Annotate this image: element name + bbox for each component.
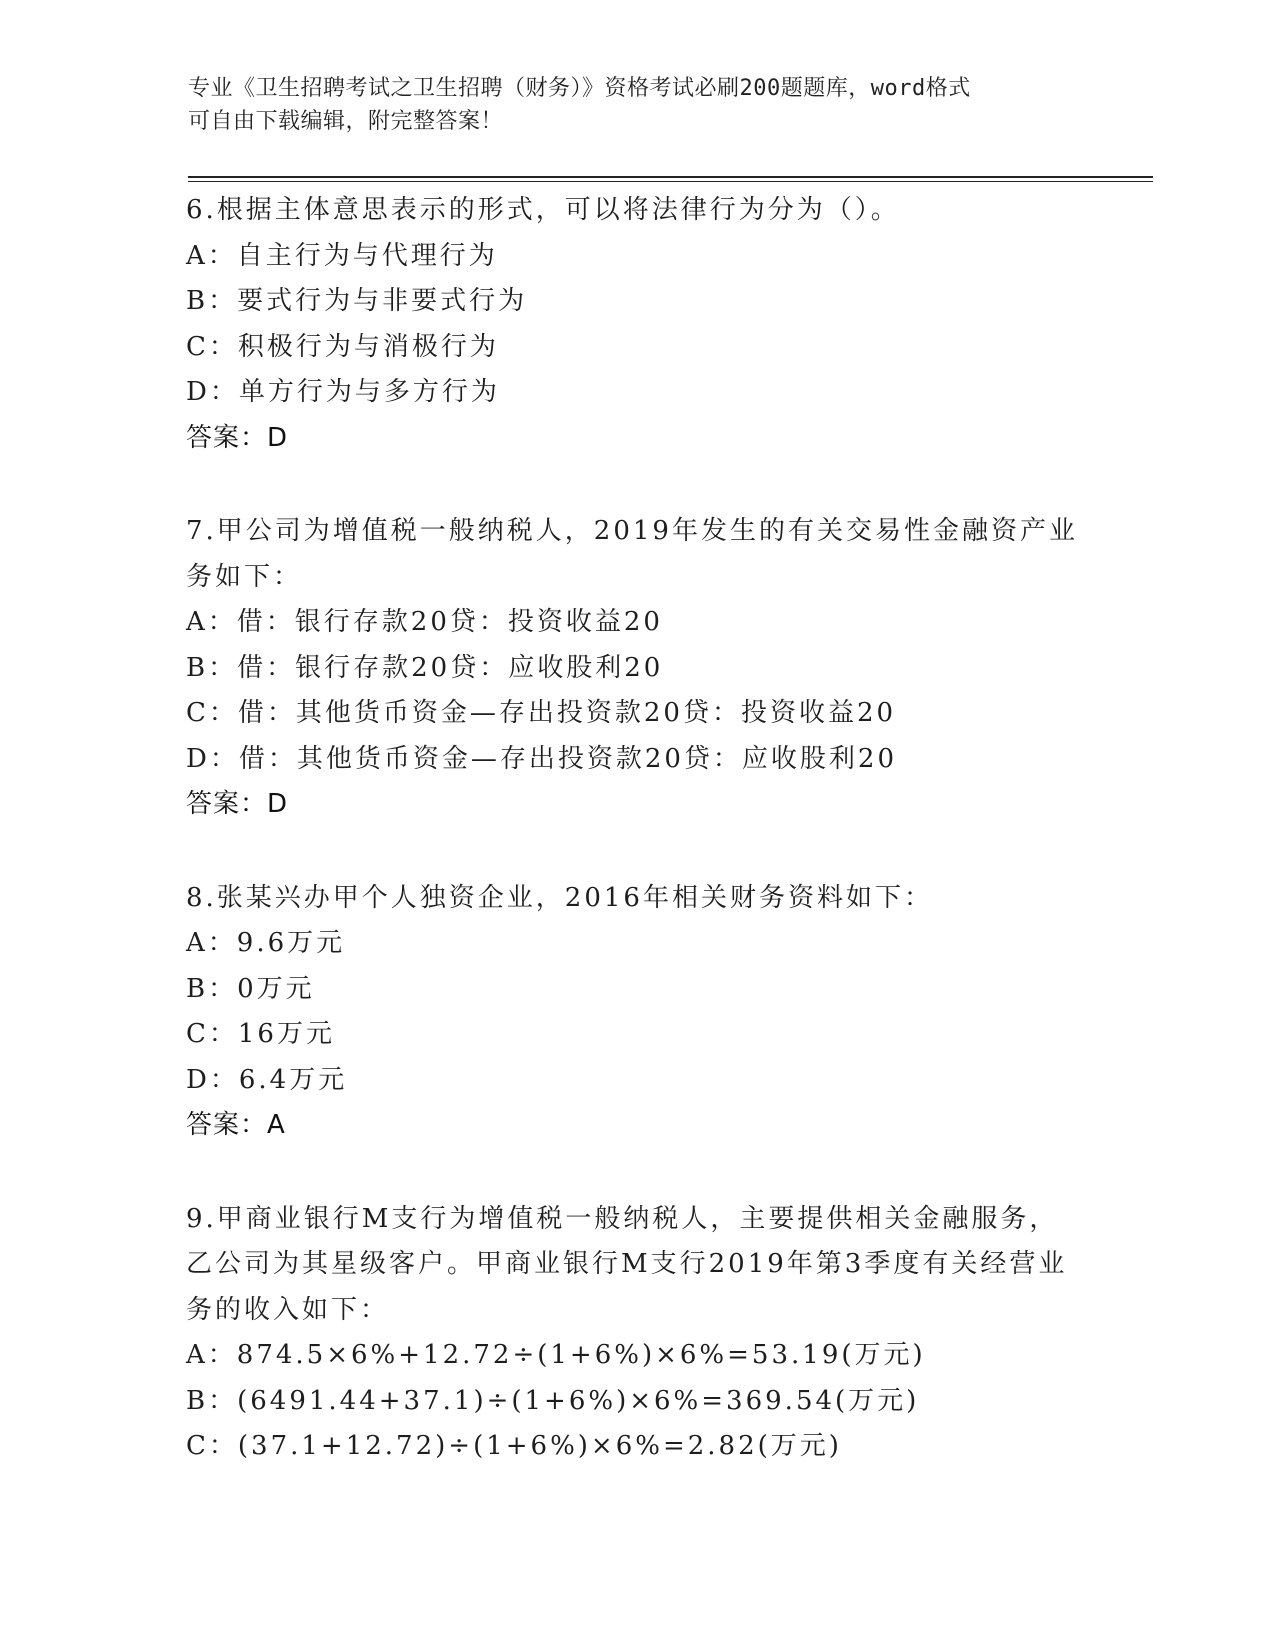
option-b: B：0万元	[186, 973, 315, 1004]
option-a: A：874.5×6%+12.72÷(1+6%)×6%=53.19(万元)	[186, 1340, 926, 1370]
question-stem-continued-2: 务的收入如下：	[186, 1294, 390, 1325]
question-9	[186, 1197, 1086, 1470]
question-stem: 6.根据主体意思表示的形式，可以将法律行为分为（）。	[186, 195, 900, 225]
option-b: B：借：银行存款20贷：应收股利20	[186, 652, 664, 683]
option-a: A：9.6万元	[186, 928, 346, 958]
answer-label: 答案：D	[186, 422, 289, 453]
question-stem: 8.张某兴办甲个人独资企业，2016年相关财务资料如下：	[186, 882, 933, 913]
question-stem-continued: 乙公司为其星级客户。甲商业银行M支行2019年第3季度有关经营业	[186, 1249, 1068, 1279]
question-stem: 7.甲公司为增值税一般纳税人，2019年发生的有关交易性金融资产业	[186, 516, 1078, 546]
question-stem: 9.甲商业银行M支行为增值税一般纳税人，主要提供相关金融服务，	[186, 1203, 1059, 1234]
answer-label: 答案：D	[186, 789, 289, 819]
question-6	[186, 188, 1086, 461]
header-line-2: 可自由下载编辑，附完整答案！	[188, 109, 504, 134]
option-c: C：借：其他货币资金—存出投资款20贷：投资收益20	[186, 698, 897, 728]
header-rule-thick	[188, 176, 1153, 178]
question-8	[186, 876, 1086, 1149]
answer-label: 答案：A	[186, 1110, 286, 1140]
option-c: C：积极行为与消极行为	[186, 331, 499, 362]
option-c: C：16万元	[186, 1019, 335, 1049]
question-stem-continued: 务如下：	[186, 561, 303, 592]
option-a: A：自主行为与代理行为	[186, 240, 498, 271]
header-line-1: 专业《卫生招聘考试之卫生招聘（财务）》资格考试必刷200题题库，word格式	[188, 76, 971, 101]
document-header	[188, 72, 1068, 138]
option-c: C：(37.1+12.72)÷(1+6%)×6%=2.82(万元)	[186, 1431, 842, 1461]
option-a: A：借：银行存款20贷：投资收益20	[186, 607, 663, 637]
question-list	[186, 188, 1086, 1518]
header-rule-thin	[188, 181, 1153, 182]
option-b: B：要式行为与非要式行为	[186, 286, 528, 316]
option-d: D：单方行为与多方行为	[186, 377, 500, 407]
question-7	[186, 509, 1086, 828]
option-d: D：6.4万元	[186, 1064, 348, 1095]
option-d: D：借：其他货币资金—存出投资款20贷：应收股利20	[186, 743, 898, 774]
option-b: B：(6491.44+37.1)÷(1+6%)×6%=369.54(万元)	[186, 1385, 920, 1416]
